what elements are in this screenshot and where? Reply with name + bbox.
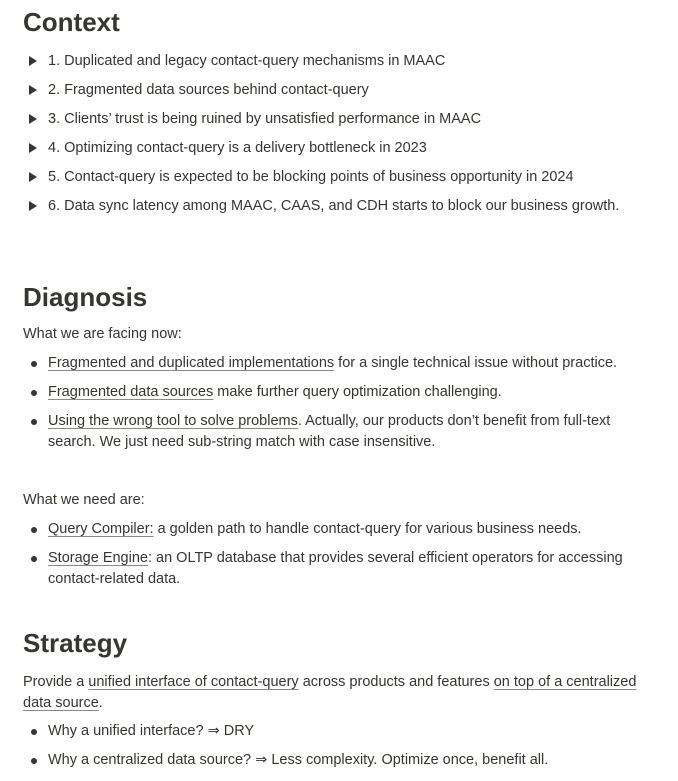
list-item bbox=[0, 382, 678, 403]
diagnosis-heading: Diagnosis bbox=[23, 282, 148, 312]
bullet-icon bbox=[31, 758, 37, 764]
bullet-icon bbox=[31, 527, 37, 533]
page-link[interactable]: Query Compiler: bbox=[48, 521, 154, 537]
page-link[interactable]: Fragmented data sources bbox=[48, 384, 214, 400]
toggle-item-text: 4. Optimizing contact-query is a delivery bottleneck in 2023 bbox=[48, 140, 427, 156]
triangle-right-icon[interactable] bbox=[29, 114, 37, 124]
list-item-text: for a single technical issue without practice. bbox=[334, 355, 618, 371]
facing-intro: What we are facing now: bbox=[23, 326, 182, 342]
list-item bbox=[0, 353, 678, 374]
page-link[interactable]: Fragmented and duplicated implementations bbox=[48, 355, 335, 371]
page-link[interactable]: on top of a centralized data source bbox=[23, 674, 637, 711]
strategy-list bbox=[0, 721, 678, 779]
toggle-item-text: 6. Data sync latency among MAAC, CAAS, and CDH starts to block our business growth. bbox=[48, 198, 620, 214]
list-item-text: make further query optimization challenging. bbox=[213, 384, 502, 400]
list-item bbox=[0, 411, 678, 453]
list-item-text: a golden path to handle contact-query for various business needs. bbox=[153, 521, 582, 537]
need-intro: What we need are: bbox=[23, 492, 145, 508]
list-item bbox=[0, 750, 678, 771]
bullet-icon bbox=[31, 556, 37, 562]
bullet-icon bbox=[31, 361, 37, 367]
triangle-right-icon[interactable] bbox=[29, 172, 37, 182]
list-item-text: : an OLTP database that provides several efficient operators for accessing contact-related data. bbox=[48, 550, 623, 587]
list-item bbox=[0, 721, 678, 742]
context-heading: Context bbox=[23, 7, 120, 37]
bullet-icon bbox=[31, 419, 37, 425]
paragraph-text: Provide a bbox=[23, 674, 89, 690]
needs-list bbox=[0, 519, 678, 598]
toggle-item-text: 2. Fragmented data sources behind contact-query bbox=[48, 82, 369, 98]
paragraph-text: . bbox=[98, 695, 103, 711]
strategy-paragraph bbox=[23, 672, 663, 714]
bullet-icon bbox=[31, 390, 37, 396]
toggle-item-text: 1. Duplicated and legacy contact-query mechanisms in MAAC bbox=[48, 53, 446, 69]
triangle-right-icon[interactable] bbox=[29, 56, 37, 66]
paragraph-text: across products and features bbox=[298, 674, 494, 690]
bullet-icon bbox=[31, 729, 37, 735]
list-item-text: Why a centralized data source? ⇒ Less complexity. Optimize once, benefit all. bbox=[48, 752, 549, 768]
toggle-item-text: 5. Contact-query is expected to be blocking points of business opportunity in 2024 bbox=[48, 169, 574, 185]
page-link[interactable]: Using the wrong tool to solve problems bbox=[48, 413, 298, 429]
list-item bbox=[0, 548, 678, 590]
triangle-right-icon[interactable] bbox=[29, 85, 37, 95]
triangle-right-icon[interactable] bbox=[29, 201, 37, 211]
page-link[interactable]: Storage Engine bbox=[48, 550, 148, 566]
page-link[interactable]: unified interface of contact-query bbox=[88, 674, 299, 690]
triangle-right-icon[interactable] bbox=[29, 143, 37, 153]
list-item-text: Why a unified interface? ⇒ DRY bbox=[48, 723, 255, 739]
list-item-text: . Actually, our products don’t benefit from full-text search. We just need sub-string match with case insensitive. bbox=[48, 413, 611, 450]
facing-list bbox=[0, 353, 678, 461]
strategy-heading: Strategy bbox=[23, 628, 128, 658]
toggle-item-text: 3. Clients’ trust is being ruined by unsatisfied performance in MAAC bbox=[48, 111, 482, 127]
list-item bbox=[0, 519, 678, 540]
